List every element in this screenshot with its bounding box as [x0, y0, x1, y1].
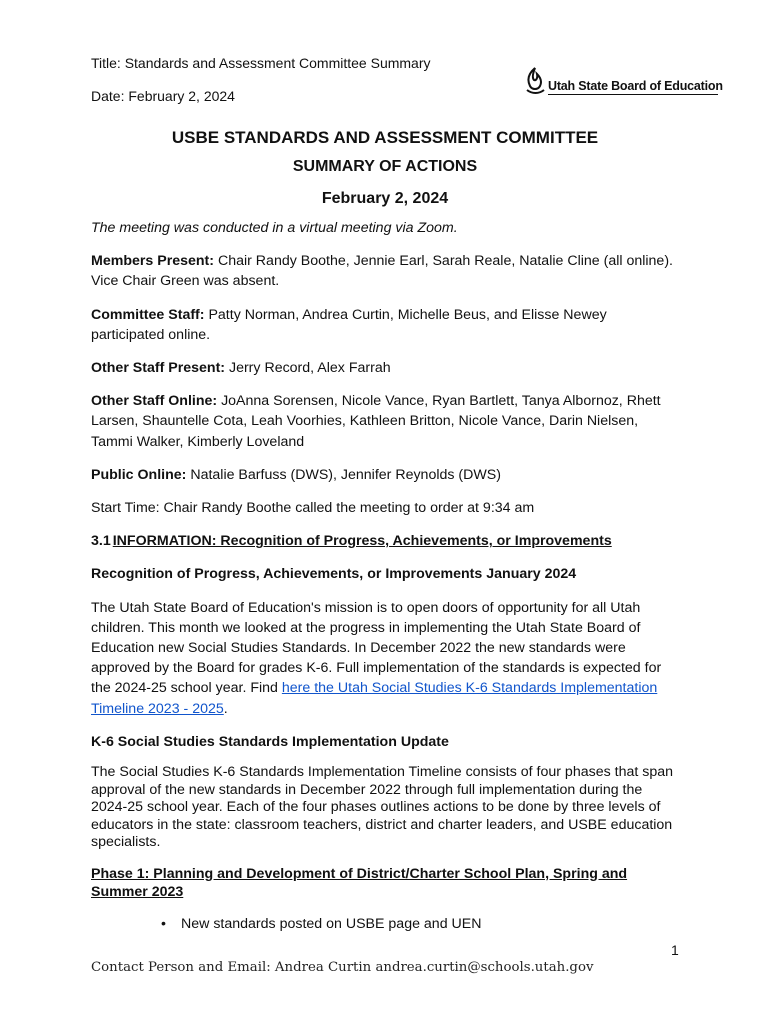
logo-text: Utah State Board of Education [548, 79, 723, 93]
members-present [91, 251, 681, 291]
public-online [91, 465, 681, 485]
committee-staff-text: Patty Norman, Andrea Curtin, Michelle Beus, and Elisse Newey participated online. [91, 306, 607, 343]
section-number: 3.1 [91, 533, 111, 550]
other-staff-present [91, 358, 681, 378]
update-body: The Social Studies K-6 Standards Implementation Timeline consists of four phases that span approval of the new standards in December 2022 through full implementation during the 2024-25 school year. Each of the four phases outlines actions to be done by three levels of educators in the state: classroom teachers, district and charter leaders, and USBE education specialists. [91, 764, 673, 851]
members-present-label: Members Present: [91, 253, 215, 270]
document-body [91, 218, 681, 934]
list-item: • New standards posted on USBE page and UEN [181, 914, 681, 934]
section-heading [91, 531, 681, 551]
phase-1-heading: Phase 1: Planning and Development of District/Charter School Plan, Spring and Summer 2023 [91, 865, 628, 900]
contact-footer: Contact Person and Email: Andrea Curtin andrea.curtin@schools.utah.gov [91, 960, 594, 975]
other-staff-online-label: Other Staff Online: [91, 393, 218, 410]
timeline-link[interactable]: here the Utah Social Studies K-6 Standards Implementation Timeline 2023 - 2025 [91, 680, 658, 717]
other-staff-online [91, 391, 681, 452]
recognition-text-end: . [223, 700, 228, 717]
recognition-subheading: Recognition of Progress, Achievements, or Improvements January 2024 [91, 566, 577, 583]
recognition-text: The Utah State Board of Education's mission is to open doors of opportunity for all Utah children. This month we looked at the progress in implementing the Utah State Board of Education new Social Studies Standards. In December 2022 the new standards were approved by the Board for grades K-6. Full implementation of the standards is expected for the 2024-25 school year. Find [91, 599, 662, 697]
page-number: 1 [671, 942, 679, 958]
recognition-body [91, 598, 681, 719]
usbe-logo [522, 66, 722, 96]
logo-rule [548, 94, 718, 95]
other-staff-present-text: Jerry Record, Alex Farrah [225, 360, 391, 377]
public-online-text: Natalie Barfuss (DWS), Jennifer Reynolds (DWS) [186, 466, 501, 483]
committee-staff [91, 305, 681, 345]
summary-heading: SUMMARY OF ACTIONS [292, 158, 478, 175]
committee-heading: USBE STANDARDS AND ASSESSMENT COMMITTEE [171, 128, 599, 147]
members-present-text: Chair Randy Boothe, Jennie Earl, Sarah Reale, Natalie Cline (all online). Vice Chair Green was absent. [91, 253, 673, 290]
committee-staff-label: Committee Staff: [91, 306, 205, 323]
document-title-line: Title: Standards and Assessment Committee Summary [91, 55, 431, 71]
other-staff-online-text: JoAnna Sorensen, Nicole Vance, Ryan Bartlett, Tanya Albornoz, Rhett Larsen, Shauntelle Cota, Leah Voorhies, Kathleen Britton, Nicole Vance, Darin Nielsen, Tammi Walker, Kimberly Loveland [91, 393, 661, 450]
public-online-label: Public Online: [91, 466, 187, 483]
update-subheading: K-6 Social Studies Standards Implementation Update [91, 733, 449, 750]
phase-1-bullet-list [91, 914, 681, 934]
start-time: Start Time: Chair Randy Boothe called the meeting to order at 9:34 am [91, 500, 535, 517]
section-title: INFORMATION: Recognition of Progress, Achievements, or Improvements [112, 533, 612, 550]
document-date-line: Date: February 2, 2024 [91, 88, 235, 104]
flame-icon [524, 66, 546, 96]
meeting-date-heading: February 2, 2024 [321, 190, 449, 207]
other-staff-present-label: Other Staff Present: [91, 360, 226, 377]
meeting-format-note: The meeting was conducted in a virtual meeting via Zoom. [91, 220, 458, 236]
